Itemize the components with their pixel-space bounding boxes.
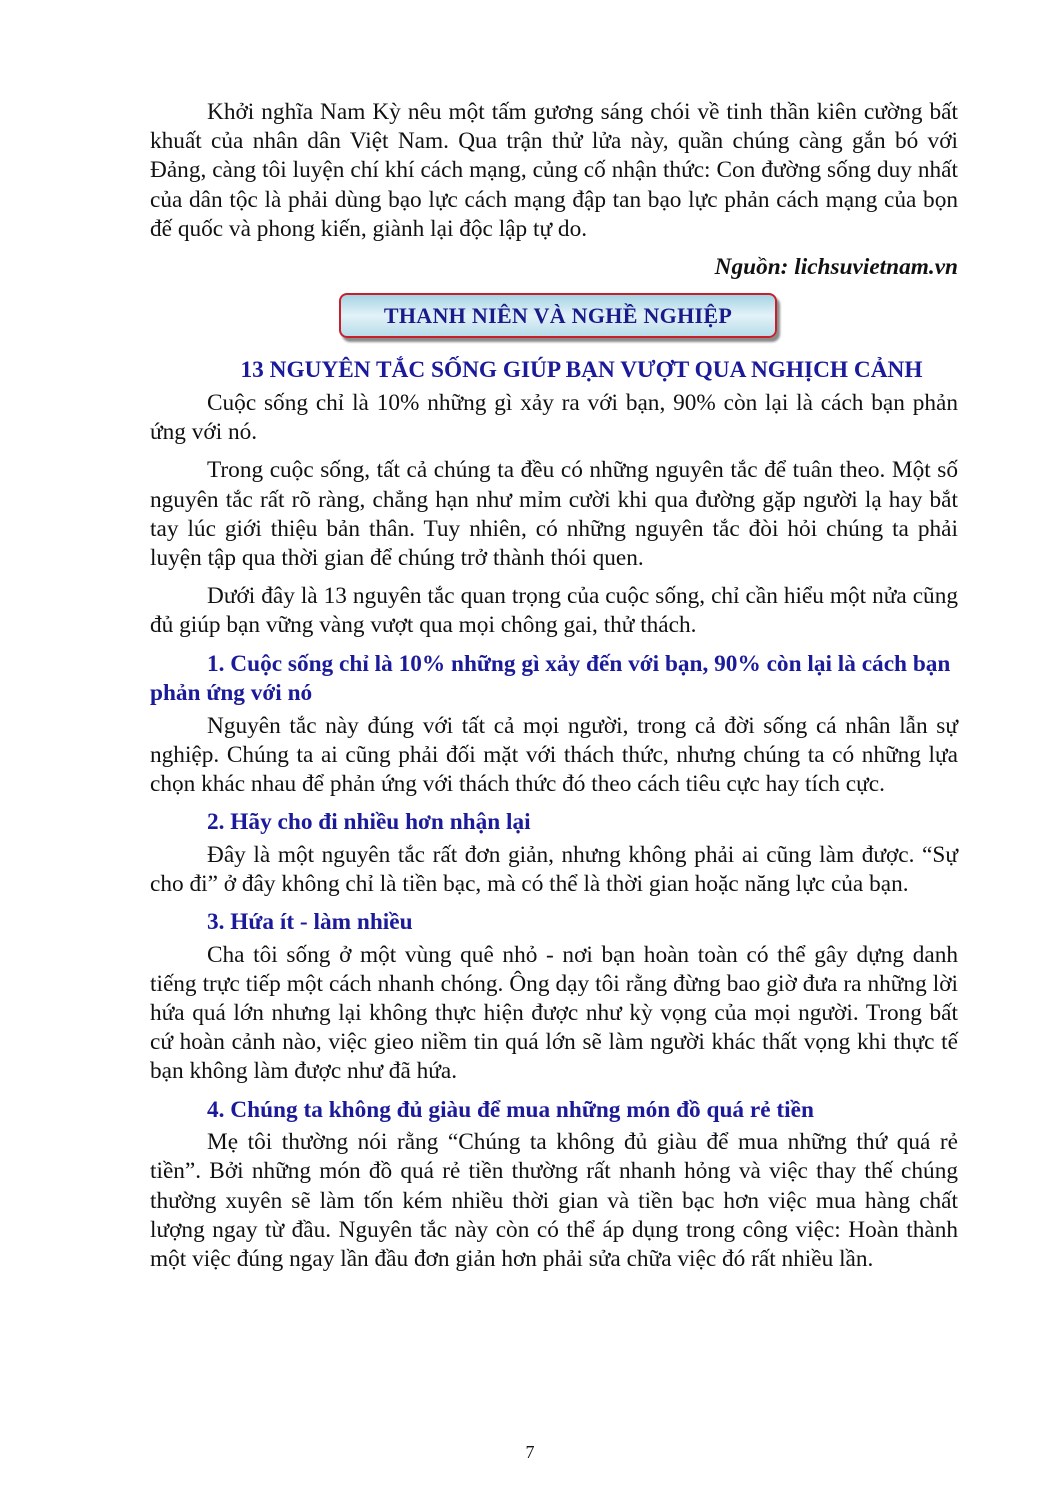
article-title: 13 NGUYÊN TẮC SỐNG GIÚP BẠN VƯỢT QUA NGHỊCH CẢNH <box>240 357 923 384</box>
document-page <box>150 98 958 1274</box>
lead-paragraph: Trong cuộc sống, tất cả chúng ta đều có những nguyên tắc để tuân theo. Một số nguyên tắc rất rõ ràng, chẳng hạn như mỉm cười khi qua đường gặp người lạ hay bắt tay lúc giới thiệu bản thân. Tuy nhiên, có những nguyên tắc đòi hỏi chúng ta phải luyện tập qua thời gian để chúng trở thành thói quen. <box>150 457 958 572</box>
rule-body: Đây là một nguyên tắc rất đơn giản, nhưng không phải ai cũng làm được. “Sự cho đi” ở đây không chỉ là tiền bạc, mà có thể là thời gian hoặc năng lực của bạn. <box>150 841 958 897</box>
lead-paragraph: Cuộc sống chỉ là 10% những gì xảy ra với bạn, 90% còn lại là cách bạn phản ứng với nó. <box>150 390 958 446</box>
section-banner-wrapper <box>150 293 958 338</box>
rule-body: Nguyên tắc này đúng với tất cả mọi người, trong cả đời sống cá nhân lẫn sự nghiệp. Chúng ta ai cũng phải đối mặt với thách thức, nhưng chúng ta có những lựa chọn khác nhau để phản ứng với thách thức đó theo cách tiêu cực hay tích cực. <box>150 712 958 798</box>
page-number: 7 <box>525 1442 535 1462</box>
lead-paragraph: Dưới đây là 13 nguyên tắc quan trọng của cuộc sống, chỉ cần hiểu một nửa cũng đủ giúp bạn vững vàng vượt qua mọi chông gai, thử thách. <box>150 583 958 639</box>
rule-heading: 4. Chúng ta không đủ giàu để mua những món đồ quá rẻ tiền <box>207 1096 814 1123</box>
section-banner <box>339 293 777 338</box>
rule-heading: 3. Hứa ít - làm nhiều <box>207 909 413 936</box>
intro-paragraph: Khởi nghĩa Nam Kỳ nêu một tấm gương sáng chói về tinh thần kiên cường bất khuất của nhân dân Việt Nam. Qua trận thử lửa này, quần chúng càng gắn bó với Đảng, càng tôi luyện chí khí cách mạng, củng cố nhận thức: Con đường sống duy nhất của dân tộc là phải dùng bạo lực cách mạng đập tan bạo lực phản cách mạng của bọn đế quốc và phong kiến, giành lại độc lập tự do. <box>150 99 958 242</box>
source-citation: Nguồn: lichsuvietnam.vn <box>714 254 958 281</box>
rule-body: Mẹ tôi thường nói rằng “Chúng ta không đủ giàu để mua những thứ quá rẻ tiền”. Bởi những món đồ quá rẻ tiền thường rất nhanh hỏng và việc thay thế chúng thường xuyên sẽ làm tốn kém nhiều thời gian và tiền bạc hơn việc mua hàng chất lượng ngay từ đầu. Nguyên tắc này còn có thể áp dụng trong công việc: Hoàn thành một việc đúng ngay lần đầu đơn giản hơn phải sửa chữa việc đó rất nhiều lần. <box>150 1129 958 1272</box>
rule-heading: 2. Hãy cho đi nhiều hơn nhận lại <box>207 809 531 836</box>
section-banner-label: THANH NIÊN VÀ NGHỀ NGHIỆP <box>383 302 733 328</box>
rule-heading: 1. Cuộc sống chỉ là 10% những gì xảy đến với bạn, 90% còn lại là cách bạn phản ứng với nó <box>150 650 951 707</box>
rule-body: Cha tôi sống ở một vùng quê nhỏ - nơi bạn hoàn toàn có thể gây dựng danh tiếng trực tiếp một cách nhanh chóng. Ông dạy tôi rằng đừng bao giờ đưa ra những lời hứa quá lớn nhưng lại không thực hiện được như kỳ vọng của mọi người. Trong bất cứ hoàn cảnh nào, việc gieo niềm tin quá lớn sẽ làm người khác thất vọng khi thực tế bạn không làm được như đã hứa. <box>150 941 958 1085</box>
